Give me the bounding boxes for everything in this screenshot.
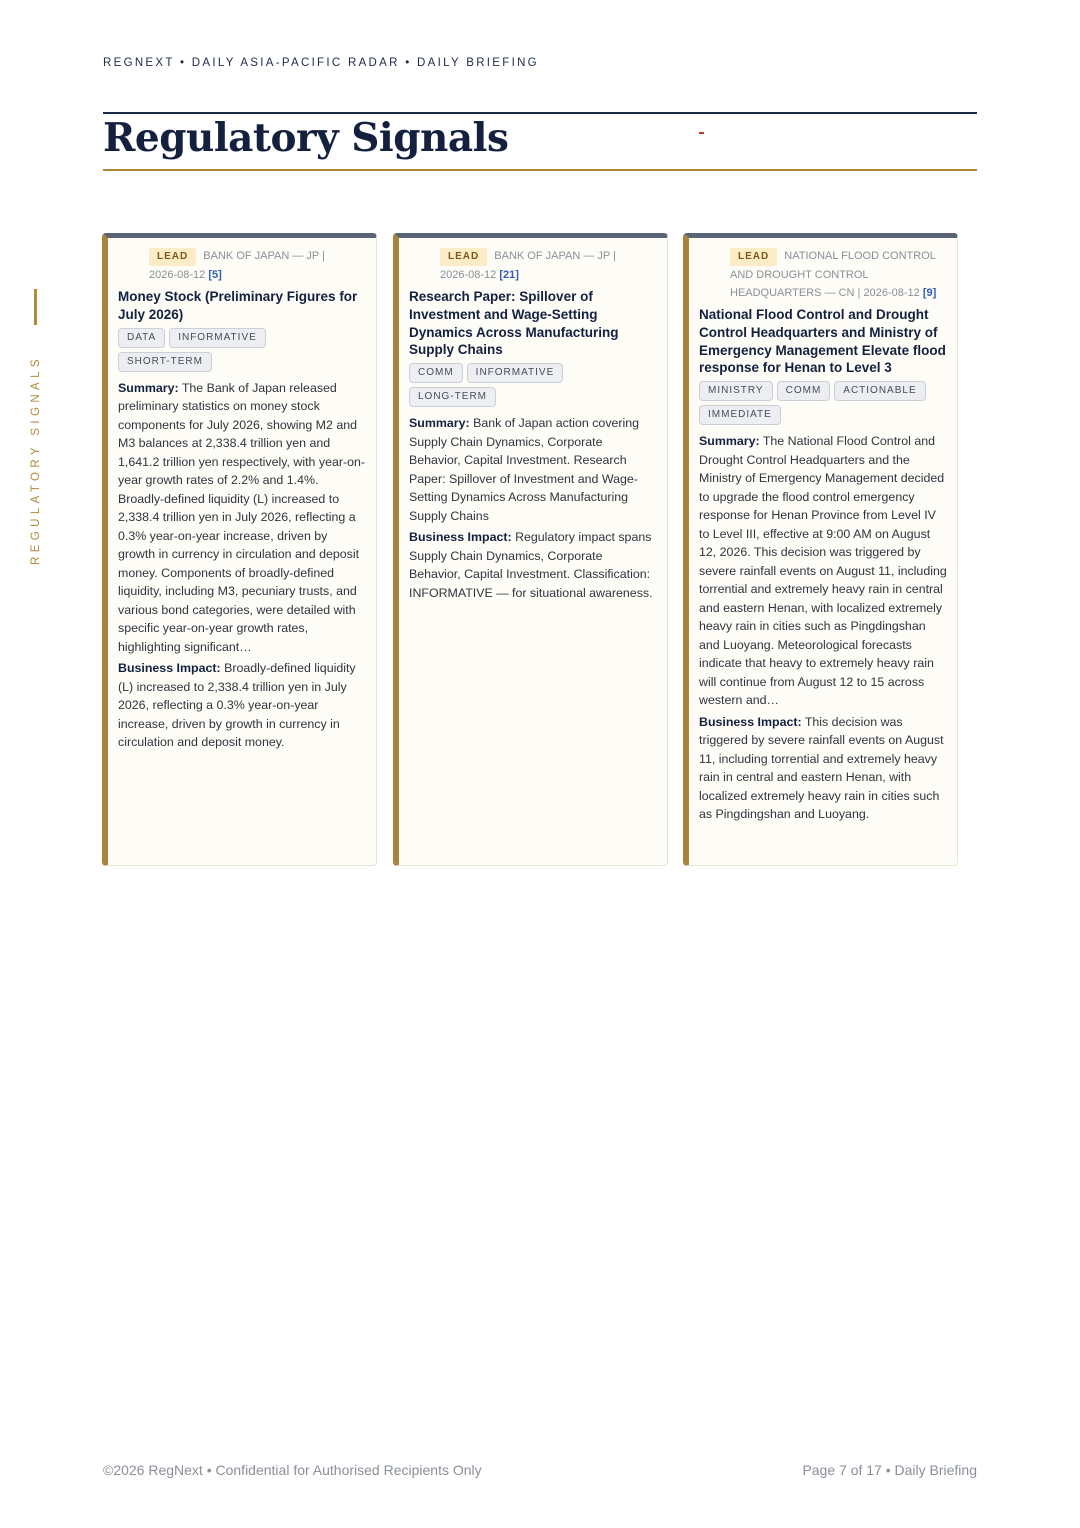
card-summary (409, 414, 657, 525)
impact-text: This decision was triggered by severe rainfall events on August 11, including torrential and extremely heavy rain in central and eastern Henan, with localized extremely heavy rain in cities such as Pingdingshan and Luoyang. (699, 714, 944, 822)
side-accent-bar (34, 289, 37, 325)
card-meta (118, 247, 366, 284)
card-title: Research Paper: Spillover of Investment and Wage-Setting Dynamics Across Manufacturing Supply Chains (409, 289, 619, 358)
card-date: 2026-08-12 (149, 269, 206, 281)
lead-badge: LEAD (149, 248, 196, 266)
footer-copyright: ©2026 RegNext • Confidential for Authorised Recipients Only (103, 1462, 482, 1478)
card-reference-link[interactable]: [21] (499, 269, 519, 281)
card-reference-link[interactable]: [5] (208, 269, 222, 281)
card-business-impact (699, 713, 947, 824)
card-source: BANK OF JAPAN — JP (203, 250, 320, 262)
card-source: BANK OF JAPAN — JP (494, 250, 611, 262)
meta-separator: | (857, 287, 861, 299)
card-source: NATIONAL FLOOD CONTROL AND DROUGHT CONTROL HEADQUARTERS — CN (730, 250, 936, 299)
card-meta (409, 247, 657, 284)
side-section-label: REGULATORY SIGNALS (30, 354, 42, 566)
page-title: Regulatory Signals (103, 115, 509, 161)
tag-horizon: SHORT-TERM (118, 352, 212, 372)
meta-separator: | (613, 250, 616, 262)
card-date: 2026-08-12 (863, 287, 920, 299)
tag-type: DATA (118, 328, 165, 348)
title-rule-bottom (103, 169, 977, 171)
tag-classification: INFORMATIVE (169, 328, 266, 348)
summary-label: Summary: (699, 434, 760, 449)
summary-text: The Bank of Japan released preliminary statistics on money stock components for July 2026, showing M2 and M3 balances at 2,338.4 trillion yen and 1,641.2 trillion yen respectively, with year-on-year growth rates of 2.2% and 1.4%. Broadly-defined liquidity (L) increased to 2,338.4 trillion yen in July 2026, reflecting a 0.3% year-on-year increase, driven by growth in currency in circulation and deposit money. Components of broadly-defined liquidity, including M3, pecuniary trusts, and various bond categories, were detailed with specific year-on-year growth rates, highlighting significant… (118, 380, 366, 654)
card-business-impact (409, 528, 657, 602)
card-summary (699, 432, 947, 710)
impact-label: Business Impact: (409, 530, 512, 545)
signal-card (683, 233, 958, 866)
summary-label: Summary: (409, 416, 470, 431)
card-title: Money Stock (Preliminary Figures for July 2026) (118, 289, 358, 322)
impact-text: Regulatory impact spans Supply Chain Dynamics, Corporate Behavior, Capital Investment. Classification: INFORMATIVE — for situational awareness. (409, 530, 653, 600)
tag-source-type: MINISTRY (699, 381, 773, 401)
card-tags (118, 328, 366, 376)
running-head: REGNEXT • DAILY ASIA-PACIFIC RADAR • DAILY BRIEFING (103, 57, 539, 69)
card-date: 2026-08-12 (440, 269, 497, 281)
lead-badge: LEAD (730, 248, 777, 266)
summary-text: Bank of Japan action covering Supply Chain Dynamics, Corporate Behavior, Capital Investment. Research Paper: Spillover of Investment and Wage-Setting Dynamics Across Manufacturing Supply Chains (409, 416, 640, 523)
tag-horizon: LONG-TERM (409, 387, 496, 407)
card-summary (118, 379, 366, 657)
card-meta (699, 247, 947, 302)
card-business-impact (118, 659, 366, 752)
tag-type: COMM (777, 381, 831, 401)
card-reference-link[interactable]: [9] (922, 287, 937, 299)
tag-type: COMM (409, 363, 463, 383)
impact-text: Broadly-defined liquidity (L) increased to 2,338.4 trillion yen in July 2026, reflecting a 0.3% year-on-year increase, driven by growth in currency in circulation and deposit money. (118, 661, 356, 750)
impact-label: Business Impact: (118, 661, 221, 676)
card-title: National Flood Control and Drought Control Headquarters and Ministry of Emergency Management Elevate flood response for Henan to Level 3 (699, 307, 946, 376)
signal-card (393, 233, 668, 866)
title-accent-mark (699, 132, 704, 134)
summary-label: Summary: (118, 380, 179, 395)
summary-text: The National Flood Control and Drought Control Headquarters and the Ministry of Emergency Management decided to upgrade the flood control emergency response for Henan Province from Level IV to Level III, effective at 9:00 AM on August 12, 2026. This decision was triggered by severe rainfall events on August 11, including torrential and extremely heavy rain in central and eastern Henan, with localized extremely heavy rain in cities such as Pingdingshan and Luoyang. Meteorological forecasts indicate that heavy to extremely heavy rain will continue from August 12 to 15 across western and… (699, 434, 947, 708)
tag-classification: ACTIONABLE (834, 381, 925, 401)
lead-badge: LEAD (440, 248, 487, 266)
meta-separator: | (322, 250, 325, 262)
impact-label: Business Impact: (699, 714, 802, 729)
tag-horizon: IMMEDIATE (699, 405, 781, 425)
signal-card (102, 233, 377, 866)
card-tags (699, 381, 947, 429)
tag-classification: INFORMATIVE (467, 363, 564, 383)
footer-page-number: Page 7 of 17 • Daily Briefing (802, 1462, 977, 1478)
card-tags (409, 363, 657, 411)
